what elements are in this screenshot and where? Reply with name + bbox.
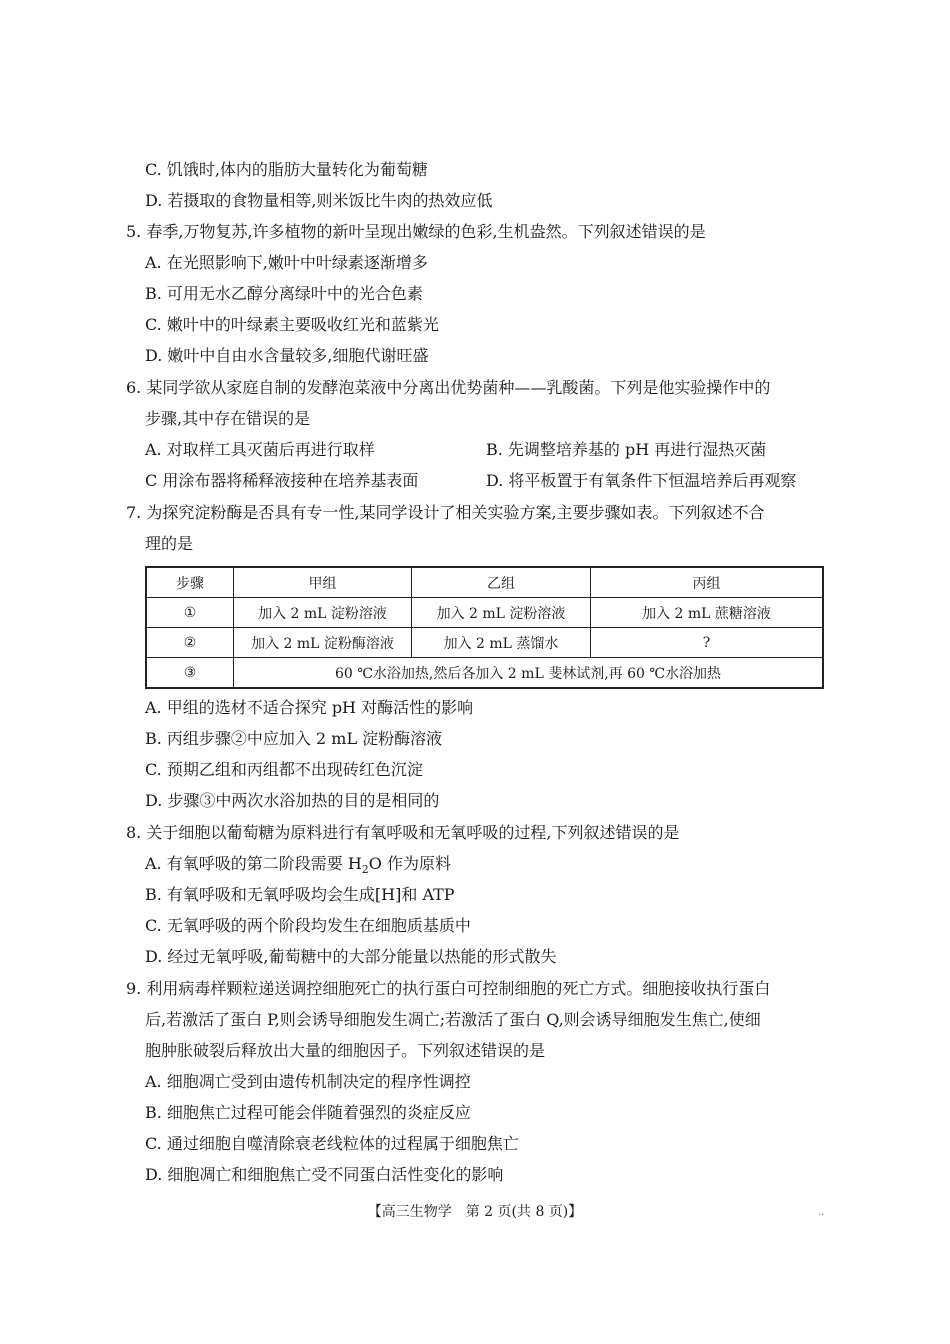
q5-option-a: A. 在光照影响下,嫩叶中叶绿素逐渐增多 bbox=[145, 253, 428, 272]
q7-option-c: C. 预期乙组和丙组都不出现砖红色沉淀 bbox=[145, 760, 423, 779]
q6-stem-line1: 6. 某同学欲从家庭自制的发酵泡菜液中分离出优势菌种——乳酸菌。下列是他实验操作中的 bbox=[126, 378, 771, 397]
q4-option-d: D. 若摄取的食物量相等,则米饭比牛肉的热效应低 bbox=[145, 191, 493, 210]
table-cell: 加入 2 mL 蔗糖溶液 bbox=[591, 598, 824, 628]
table-cell: ③ bbox=[146, 658, 234, 689]
q5-option-b: B. 可用无水乙醇分离绿叶中的光合色素 bbox=[145, 284, 423, 303]
q8-stem: 8. 关于细胞以葡萄糖为原料进行有氧呼吸和无氧呼吸的过程,下列叙述错误的是 bbox=[126, 823, 680, 842]
q8-option-d: D. 经过无氧呼吸,葡萄糖中的大部分能量以热能的形式散失 bbox=[145, 947, 557, 966]
q6-option-a: A. 对取样工具灭菌后再进行取样 bbox=[145, 440, 375, 459]
table-header-row bbox=[146, 567, 823, 598]
q5-option-c: C. 嫩叶中的叶绿素主要吸收红光和蓝紫光 bbox=[145, 315, 439, 334]
q7-stem-line1: 7. 为探究淀粉酶是否具有专一性,某同学设计了相关实验方案,主要步骤如表。下列叙述不合 bbox=[126, 503, 765, 522]
table-cell: ? bbox=[591, 628, 824, 658]
table-cell-merged: 60 ℃水浴加热,然后各加入 2 mL 斐林试剂,再 60 ℃水浴加热 bbox=[234, 658, 824, 689]
q8-option-a: A. 有氧呼吸的第二阶段需要 $H_2O$ 作为原料 bbox=[145, 854, 451, 877]
q6-option-d: D. 将平板置于有氧条件下恒温培养后再观察 bbox=[486, 471, 797, 490]
table-row bbox=[146, 628, 823, 658]
header-group-yi: 乙组 bbox=[412, 567, 591, 598]
q9-option-a: A. 细胞凋亡受到由遗传机制决定的程序性调控 bbox=[145, 1072, 471, 1091]
q4-option-c: C. 饥饿时,体内的脂肪大量转化为葡萄糖 bbox=[145, 160, 428, 179]
table-cell: 加入 2 mL 蒸馏水 bbox=[412, 628, 591, 658]
q5-option-d: D. 嫩叶中自由水含量较多,细胞代谢旺盛 bbox=[145, 346, 429, 365]
q8-option-c: C. 无氧呼吸的两个阶段均发生在细胞质基质中 bbox=[145, 916, 471, 935]
q6-option-c: C 用涂布器将稀释液接种在培养基表面 bbox=[145, 471, 419, 490]
table-row bbox=[146, 658, 823, 689]
q7-option-b: B. 丙组步骤②中应加入 2 mL 淀粉酶溶液 bbox=[145, 729, 443, 748]
q9-stem-line1: 9. 利用病毒样颗粒递送调控细胞死亡的执行蛋白可控制细胞的死亡方式。细胞接收执行蛋白 bbox=[126, 979, 771, 998]
footer-dots: .. bbox=[818, 1207, 825, 1218]
header-group-jia: 甲组 bbox=[234, 567, 412, 598]
q7-stem-line2: 理的是 bbox=[145, 534, 194, 553]
table-cell: ① bbox=[146, 598, 234, 628]
q5-stem: 5. 春季,万物复苏,许多植物的新叶呈现出嫩绿的色彩,生机盎然。下列叙述错误的是 bbox=[126, 222, 706, 241]
q9-option-c: C. 通过细胞自噬清除衰老线粒体的过程属于细胞焦亡 bbox=[145, 1134, 519, 1153]
table-cell: 加入 2 mL 淀粉酶溶液 bbox=[234, 628, 412, 658]
q9-stem-line3: 胞肿胀破裂后释放出大量的细胞因子。下列叙述错误的是 bbox=[145, 1041, 546, 1060]
table-row bbox=[146, 598, 823, 628]
q7-option-a: A. 甲组的选材不适合探究 pH 对酶活性的影响 bbox=[145, 698, 474, 717]
q6-stem-line2: 步骤,其中存在错误的是 bbox=[145, 409, 311, 428]
q9-stem-line2: 后,若激活了蛋白 P,则会诱导细胞发生凋亡;若激活了蛋白 Q,则会诱导细胞发生焦亡,使细 bbox=[145, 1010, 761, 1029]
q7-option-d: D. 步骤③中两次水浴加热的目的是相同的 bbox=[145, 791, 440, 810]
q6-option-b: B. 先调整培养基的 pH 再进行湿热灭菌 bbox=[486, 440, 767, 459]
header-step: 步骤 bbox=[146, 567, 234, 598]
page-footer: 【高三生物学 第 2 页(共 8 页)】 bbox=[367, 1204, 583, 1220]
table-cell: 加入 2 mL 淀粉溶液 bbox=[412, 598, 591, 628]
q8-option-b: B. 有氧呼吸和无氧呼吸均会生成[H]和 ATP bbox=[145, 885, 455, 904]
experiment-steps-table bbox=[145, 566, 824, 689]
q9-option-d: D. 细胞凋亡和细胞焦亡受不同蛋白活性变化的影响 bbox=[145, 1165, 504, 1184]
table-cell: ② bbox=[146, 628, 234, 658]
header-group-bing: 丙组 bbox=[591, 567, 824, 598]
table-cell: 加入 2 mL 淀粉溶液 bbox=[234, 598, 412, 628]
q9-option-b: B. 细胞焦亡过程可能会伴随着强烈的炎症反应 bbox=[145, 1103, 471, 1122]
